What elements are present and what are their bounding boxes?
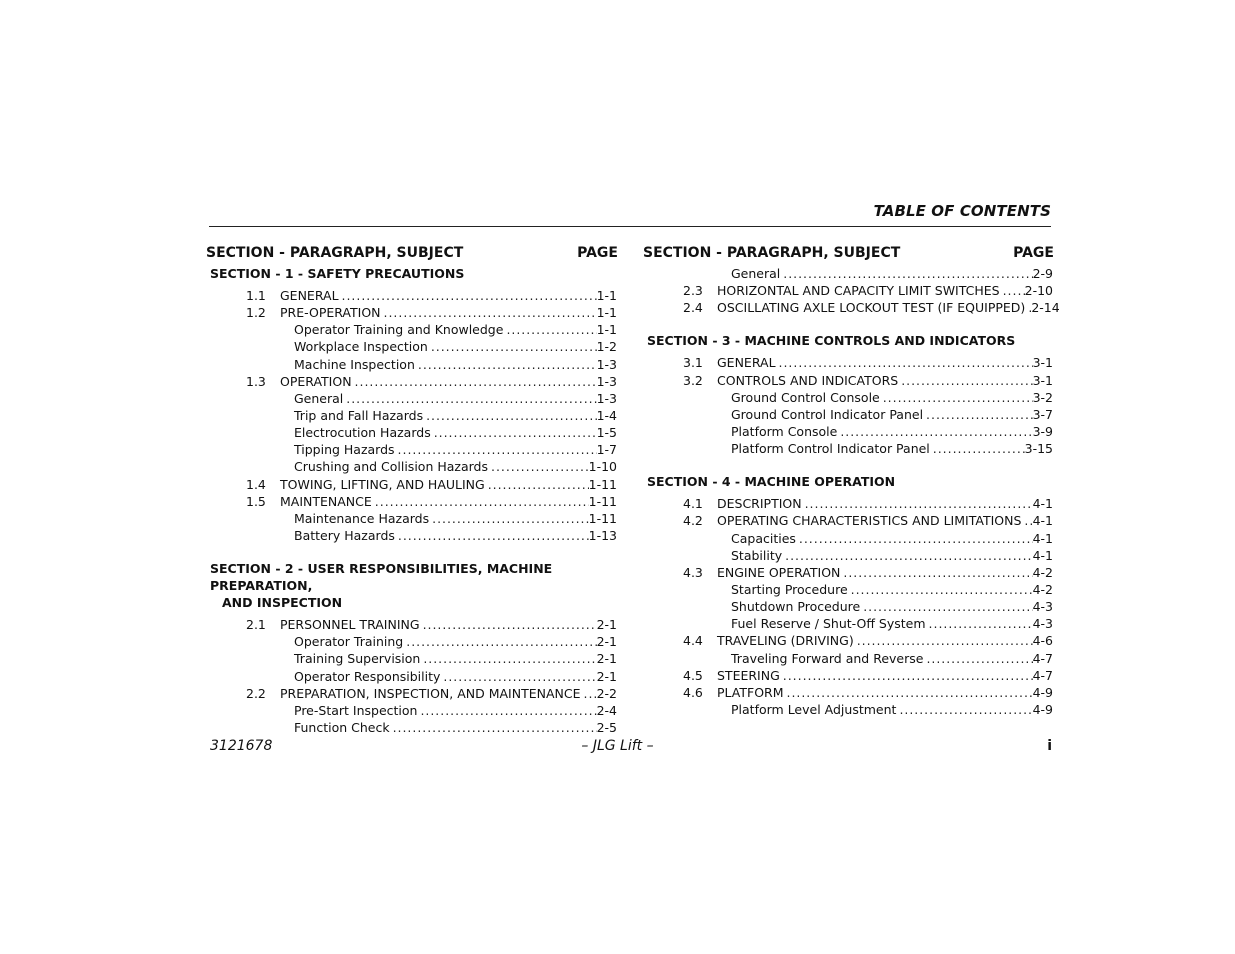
toc-entry-text: Operator Responsibility <box>294 668 441 684</box>
dot-leader <box>417 702 596 719</box>
toc-entry-text: Trip and Fall Hazards <box>294 407 424 423</box>
dot-leader <box>581 685 597 702</box>
toc-entry-number: 1.2 <box>246 305 266 321</box>
toc-entry-page: 1-1 <box>596 322 617 338</box>
toc-entry[interactable] <box>643 667 1054 684</box>
toc-entry-text: PREPARATION, INSPECTION, AND MAINTENANCE <box>280 685 581 701</box>
toc-entry[interactable] <box>643 389 1054 406</box>
toc-entry[interactable] <box>643 440 1054 457</box>
dot-leader <box>926 615 1033 632</box>
toc-entry-page: 2-1 <box>596 668 617 684</box>
document-number: 3121678 <box>210 738 273 754</box>
toc-entry[interactable] <box>643 581 1054 598</box>
toc-entry-page: 1-2 <box>596 339 617 355</box>
toc-entry-number: 2.2 <box>246 685 266 701</box>
dot-leader <box>896 701 1032 718</box>
toc-right-column <box>643 243 1060 718</box>
toc-entry-page: 1-4 <box>596 407 617 423</box>
toc-entry-text: Stability <box>731 547 783 563</box>
toc-entry-number: 2.1 <box>246 617 266 633</box>
toc-entry-text: Maintenance Hazards <box>294 510 430 526</box>
toc-entry[interactable] <box>206 616 618 633</box>
dot-leader <box>923 650 1032 667</box>
toc-entry[interactable] <box>643 650 1054 667</box>
toc-entry[interactable] <box>206 719 618 736</box>
dot-leader <box>784 684 1033 701</box>
toc-entry-number: 4.2 <box>683 513 703 529</box>
dot-leader <box>780 667 1033 684</box>
toc-entry-page: 2-9 <box>1032 266 1053 281</box>
toc-entry-text: PRE-OPERATION <box>280 305 381 321</box>
toc-entry-number: 4.3 <box>683 564 703 580</box>
toc-entry-page: 2-2 <box>596 685 617 701</box>
toc-entry[interactable] <box>643 701 1054 718</box>
toc-entry[interactable] <box>206 390 618 407</box>
dot-leader <box>923 406 1033 423</box>
toc-entry-text: Battery Hazards <box>294 527 395 543</box>
toc-entry-text: MAINTENANCE <box>280 493 372 509</box>
dot-leader <box>423 407 597 424</box>
toc-entry[interactable] <box>206 510 618 527</box>
toc-entry[interactable] <box>206 702 618 719</box>
toc-entry-page: 1-5 <box>596 425 617 441</box>
toc-entry-number: 1.5 <box>246 493 266 509</box>
toc-entry-page: 4-1 <box>1032 547 1053 563</box>
toc-entry-page: 3-7 <box>1032 406 1053 422</box>
toc-entry-text: PERSONNEL TRAINING <box>280 617 420 633</box>
dot-leader <box>429 510 589 527</box>
toc-entry[interactable] <box>206 441 618 458</box>
toc-entry-text: Traveling Forward and Reverse <box>731 650 924 666</box>
toc-entry[interactable] <box>643 530 1054 547</box>
toc-entry-page: 4-9 <box>1032 684 1053 700</box>
footer-publisher: – JLG Lift – <box>581 738 654 754</box>
toc-entry-number: 4.5 <box>683 667 703 683</box>
toc-entry[interactable] <box>206 407 618 424</box>
toc-entry-page: 4-3 <box>1032 616 1053 632</box>
toc-entry-page: 4-2 <box>1032 581 1053 597</box>
page-title: TABLE OF CONTENTS <box>873 202 1051 220</box>
toc-entry-number: 4.1 <box>683 496 703 512</box>
toc-entry-text: OPERATING CHARACTERISTICS AND LIMITATIONS <box>717 513 1022 529</box>
toc-entry-text: HORIZONTAL AND CAPACITY LIMIT SWITCHES <box>717 283 1000 299</box>
toc-entry-page: 4-7 <box>1032 650 1053 666</box>
section-title[interactable]: SECTION - 4 - MACHINE OPERATION <box>647 474 896 490</box>
dot-leader <box>415 356 597 373</box>
toc-entry[interactable] <box>643 282 1054 299</box>
toc-entry-page: 1-11 <box>588 476 617 492</box>
dot-leader <box>395 527 589 544</box>
dot-leader <box>485 476 589 493</box>
toc-entry-list <box>643 265 1060 316</box>
toc-entry-text: PLATFORM <box>717 684 784 700</box>
toc-entry-text: GENERAL <box>280 288 339 303</box>
toc-entry-page: 3-9 <box>1032 423 1053 439</box>
toc-left-column <box>206 243 618 736</box>
toc-entry-text: Ground Control Indicator Panel <box>731 406 924 422</box>
toc-entry-text: STEERING <box>717 667 780 683</box>
toc-entry[interactable] <box>643 684 1054 701</box>
toc-entry-number: 2.4 <box>683 300 703 316</box>
toc-entry-page: 1-3 <box>596 373 617 389</box>
toc-entry-page: 1-3 <box>596 356 617 372</box>
dot-leader <box>395 441 597 458</box>
dot-leader <box>381 304 597 321</box>
toc-entry-text: Function Check <box>294 719 390 735</box>
column-heading-subject: SECTION - PARAGRAPH, SUBJECT <box>643 245 901 261</box>
dot-leader <box>782 547 1032 564</box>
section-title[interactable]: SECTION - 1 - SAFETY PRECAUTIONS <box>210 266 465 281</box>
toc-entry-page: 2-1 <box>596 617 617 633</box>
toc-entry-page: 1-3 <box>596 390 617 406</box>
toc-entry-text: Shutdown Procedure <box>731 599 861 615</box>
toc-entry-text: Capacities <box>731 530 796 546</box>
dot-leader <box>854 632 1033 649</box>
toc-entry-text: General <box>294 390 344 406</box>
dot-leader <box>1021 512 1032 529</box>
toc-entry-text: CONTROLS AND INDICATORS <box>717 372 899 388</box>
toc-entry-page: 2-10 <box>1024 283 1053 299</box>
toc-entry-page: 2-1 <box>596 634 617 650</box>
toc-entry[interactable] <box>643 598 1054 615</box>
toc-entry[interactable] <box>206 424 618 441</box>
toc-entry-page: 1-11 <box>588 510 617 526</box>
toc-entry[interactable] <box>206 685 618 702</box>
toc-entry-page: 4-7 <box>1032 667 1053 683</box>
section-title-line: SECTION - 2 - USER RESPONSIBILITIES, MACHINE PREPARATION, <box>210 561 553 594</box>
toc-entry-list <box>643 495 1054 718</box>
column-heading-subject: SECTION - PARAGRAPH, SUBJECT <box>206 245 464 261</box>
dot-leader <box>840 564 1032 581</box>
toc-entry-text: Machine Inspection <box>294 356 415 372</box>
section-title[interactable] <box>206 560 618 611</box>
toc-entry-text: OPERATION <box>280 373 352 389</box>
dot-leader <box>837 423 1032 440</box>
dot-leader <box>930 440 1025 457</box>
column-heading-page: PAGE <box>1013 245 1054 261</box>
toc-entry-text: Platform Console <box>731 423 838 439</box>
toc-entry-list <box>206 616 618 736</box>
dot-leader <box>390 719 597 736</box>
toc-entry-text: DESCRIPTION <box>717 496 802 512</box>
dot-leader <box>860 598 1032 615</box>
dot-leader <box>1000 282 1025 299</box>
toc-entry-page: 3-2 <box>1032 389 1053 405</box>
toc-entry[interactable] <box>643 547 1054 564</box>
toc-entry[interactable] <box>643 265 1054 282</box>
section-title[interactable]: SECTION - 3 - MACHINE CONTROLS AND INDICATORS <box>647 333 1016 349</box>
toc-entry-page: 4-2 <box>1032 564 1053 580</box>
toc-entry-page: 3-15 <box>1024 441 1053 457</box>
dot-leader <box>339 287 597 304</box>
toc-entry-text: Platform Level Adjustment <box>731 701 897 717</box>
toc-entry-text: Starting Procedure <box>731 581 848 597</box>
toc-entry[interactable] <box>643 406 1054 423</box>
toc-entry-page: 2-14 <box>1031 300 1060 316</box>
toc-entry[interactable] <box>643 423 1054 440</box>
dot-leader <box>440 668 596 685</box>
toc-entry[interactable] <box>206 476 618 493</box>
toc-entry[interactable] <box>206 633 618 650</box>
dot-leader <box>403 633 596 650</box>
dot-leader <box>420 616 597 633</box>
toc-entry-page: 2-4 <box>596 702 617 718</box>
toc-entry-text: GENERAL <box>717 355 776 371</box>
toc-entry-number: 2.3 <box>683 283 703 299</box>
toc-entry[interactable] <box>206 650 618 667</box>
toc-entry-number: 1.4 <box>246 476 266 492</box>
toc-entry-text: Electrocution Hazards <box>294 425 431 441</box>
column-header <box>643 243 1054 265</box>
dot-leader <box>420 650 596 667</box>
toc-entry-text: ENGINE OPERATION <box>717 564 841 580</box>
dot-leader <box>428 338 597 355</box>
toc-entry-page: 1-1 <box>596 305 617 321</box>
toc-entry-number: 4.6 <box>683 684 703 700</box>
toc-entry-page: 4-9 <box>1032 701 1053 717</box>
toc-entry-page: 4-3 <box>1032 599 1053 615</box>
toc-entry-page: 1-7 <box>596 442 617 458</box>
toc-entry-page: 4-6 <box>1032 633 1053 649</box>
toc-entry-page: 1-10 <box>588 459 617 475</box>
dot-leader <box>802 495 1033 512</box>
toc-entry-text: TRAVELING (DRIVING) <box>717 633 854 649</box>
toc-entry-text: Training Supervision <box>294 651 421 667</box>
toc-entry-text: Operator Training and Knowledge <box>294 322 504 338</box>
toc-entry[interactable] <box>643 299 1060 316</box>
toc-entry-page: 2-1 <box>596 651 617 667</box>
dot-leader <box>372 493 589 510</box>
toc-entry[interactable] <box>206 458 618 475</box>
dot-leader <box>431 424 597 441</box>
column-header <box>206 243 618 265</box>
toc-entry[interactable] <box>643 512 1054 529</box>
toc-entry[interactable] <box>643 495 1054 512</box>
toc-entry-page: 3-1 <box>1032 372 1053 388</box>
toc-entry-text: Fuel Reserve / Shut-Off System <box>731 616 926 632</box>
toc-entry-list <box>206 287 618 544</box>
toc-entry-page: 1-13 <box>588 527 617 543</box>
toc-entry[interactable] <box>643 632 1054 649</box>
toc-entry-text: TOWING, LIFTING, AND HAULING <box>280 476 485 492</box>
toc-entry-text: OSCILLATING AXLE LOCKOUT TEST (IF EQUIPPED) <box>717 300 1026 316</box>
toc-entry[interactable] <box>643 372 1054 389</box>
toc-entry[interactable] <box>643 615 1054 632</box>
toc-entry[interactable] <box>643 354 1054 371</box>
section-title-line: AND INSPECTION <box>222 595 343 611</box>
toc-entry-number: 4.4 <box>683 633 703 649</box>
toc-entry[interactable] <box>206 373 618 390</box>
dot-leader <box>898 372 1032 389</box>
toc-entry[interactable] <box>206 321 618 338</box>
toc-entry-number: 1.1 <box>246 288 266 303</box>
dot-leader <box>488 458 589 475</box>
toc-entry-text: Workplace Inspection <box>294 339 428 355</box>
toc-entry-number: 3.1 <box>683 355 703 371</box>
dot-leader <box>848 581 1033 598</box>
toc-entry[interactable] <box>206 668 618 685</box>
toc-entry-page: 3-1 <box>1032 355 1053 371</box>
toc-entry-text: Tipping Hazards <box>294 442 395 458</box>
dot-leader <box>880 389 1033 406</box>
toc-entry-text: Operator Training <box>294 634 404 650</box>
toc-entry[interactable] <box>206 493 618 510</box>
toc-entry-page: 4-1 <box>1032 496 1053 512</box>
header-rule <box>209 226 1051 227</box>
toc-entry-text: General <box>731 266 781 281</box>
dot-leader <box>503 321 596 338</box>
toc-entry-text: Crushing and Collision Hazards <box>294 459 488 475</box>
column-heading-page: PAGE <box>577 245 618 261</box>
toc-entry[interactable] <box>643 564 1054 581</box>
dot-leader <box>776 354 1033 371</box>
toc-entry[interactable] <box>206 304 618 321</box>
dot-leader <box>352 373 597 390</box>
toc-entry-text: Pre-Start Inspection <box>294 702 418 718</box>
toc-entry-list <box>643 354 1054 457</box>
toc-entry-page: 4-1 <box>1032 513 1053 529</box>
page-number: i <box>1047 738 1052 754</box>
toc-entry-text: Platform Control Indicator Panel <box>731 441 930 457</box>
dot-leader <box>343 390 596 407</box>
toc-entry-number: 1.3 <box>246 373 266 389</box>
toc-entry-text: Ground Control Console <box>731 389 880 405</box>
toc-entry-page: 1-1 <box>596 288 617 303</box>
dot-leader <box>780 265 1032 282</box>
toc-entry-number: 3.2 <box>683 372 703 388</box>
toc-entry[interactable] <box>206 527 618 544</box>
toc-entry-page: 1-11 <box>588 493 617 509</box>
toc-entry-page: 2-5 <box>596 719 617 735</box>
toc-entry[interactable] <box>206 356 618 373</box>
toc-entry[interactable] <box>206 338 618 355</box>
toc-entry[interactable] <box>206 287 618 304</box>
toc-entry-page: 4-1 <box>1032 530 1053 546</box>
dot-leader <box>796 530 1033 547</box>
